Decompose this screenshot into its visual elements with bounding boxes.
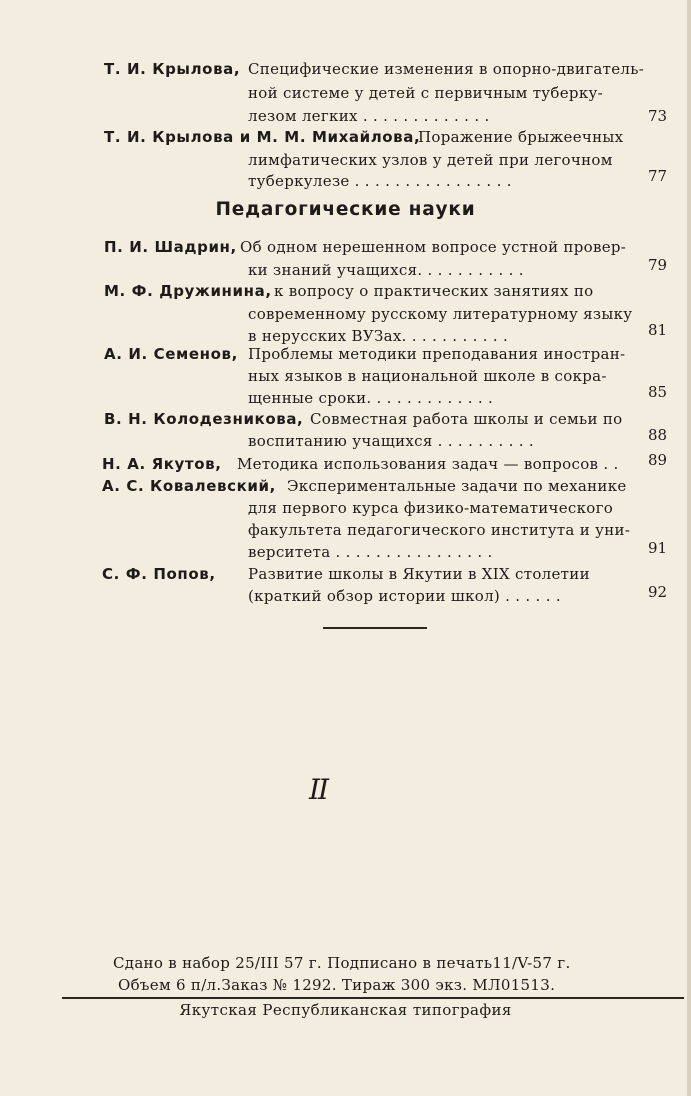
- page-edge: [687, 0, 691, 1096]
- entry-author: Т. И. Крылова,: [104, 60, 241, 78]
- entry-author: М. Ф. Дружинина,: [104, 282, 272, 300]
- page-number: 92: [648, 583, 668, 601]
- page-number: 77: [648, 167, 668, 185]
- entry-title-line: (краткий обзор истории школ) . . . . . .: [248, 587, 561, 605]
- entry-title-line: Специфические изменения в опорно-двигатель-: [248, 60, 645, 78]
- entry-title-line: Об одном нерешенном вопросе устной провер-: [240, 238, 627, 256]
- page-number: 73: [648, 107, 668, 125]
- entry-title-line: верситета . . . . . . . . . . . . . . . .: [248, 543, 493, 561]
- page-number: 91: [648, 539, 668, 557]
- entry-title-line: лезом легких . . . . . . . . . . . . .: [248, 107, 490, 125]
- printer-line: Якутская Республиканская типография: [179, 1001, 512, 1019]
- entry-title-line: лимфатических узлов у детей при легочном: [248, 151, 613, 169]
- entry-title-line: Экспериментальные задачи по механике: [287, 477, 627, 495]
- entry-title-line: ной системе у детей с первичным туберку-: [248, 84, 604, 102]
- entry-author: А. И. Семенов,: [104, 345, 238, 363]
- entry-title-line: воспитанию учащихся . . . . . . . . . .: [248, 432, 534, 450]
- entry-title-line: Развитие школы в Якутии в XIX столетии: [248, 565, 590, 583]
- entry-title-line: Совместная работа школы и семьи по: [310, 410, 623, 428]
- entry-title-line: в нерусских ВУЗах. . . . . . . . . . .: [248, 327, 509, 345]
- entry-title-line: ных языков в национальной школе в сокра-: [248, 367, 607, 385]
- section-title: Педагогические науки: [215, 199, 476, 220]
- entry-title-line: туберкулезе . . . . . . . . . . . . . . . .: [248, 172, 512, 190]
- entry-title-line: Методика использования задач — вопросов . .: [237, 455, 619, 473]
- entry-title-line: к вопросу о практических занятиях по: [274, 282, 594, 300]
- entry-author: Н. А. Якутов,: [102, 455, 222, 473]
- entry-author: С. Ф. Попов,: [102, 565, 216, 583]
- imprint-line: Объем 6 п/л.Заказ № 1292. Тираж 300 экз. МЛ01513.: [118, 976, 556, 994]
- page-number: 79: [648, 256, 668, 274]
- page-number: 89: [648, 451, 668, 469]
- imprint-line: Сдано в набор 25/III 57 г. Подписано в печать11/V-57 г.: [113, 954, 571, 972]
- entry-title-line: современному русскому литературному языку: [248, 305, 633, 323]
- signature-mark: II: [309, 773, 328, 806]
- entry-title-line: для первого курса физико-математического: [248, 499, 614, 517]
- entry-title-line: Поражение брыжеечных: [418, 128, 624, 146]
- end-rule: [323, 627, 427, 629]
- entry-title-line: щенные сроки. . . . . . . . . . . . .: [248, 389, 494, 407]
- entry-author: Т. И. Крылова и М. М. Михайлова,: [104, 128, 421, 146]
- imprint-rule: [62, 997, 684, 999]
- page-number: 88: [648, 426, 668, 444]
- entry-author: В. Н. Колодезникова,: [104, 410, 304, 428]
- entry-author: П. И. Шадрин,: [104, 238, 237, 256]
- page-number: 81: [648, 321, 668, 339]
- entry-title-line: Проблемы методики преподавания иностран-: [248, 345, 626, 363]
- entry-title-line: ки знаний учащихся. . . . . . . . . . .: [248, 261, 524, 279]
- entry-author: А. С. Ковалевский,: [102, 477, 276, 495]
- page-number: 85: [648, 383, 668, 401]
- entry-title-line: факультета педагогического института и уни-: [248, 521, 631, 539]
